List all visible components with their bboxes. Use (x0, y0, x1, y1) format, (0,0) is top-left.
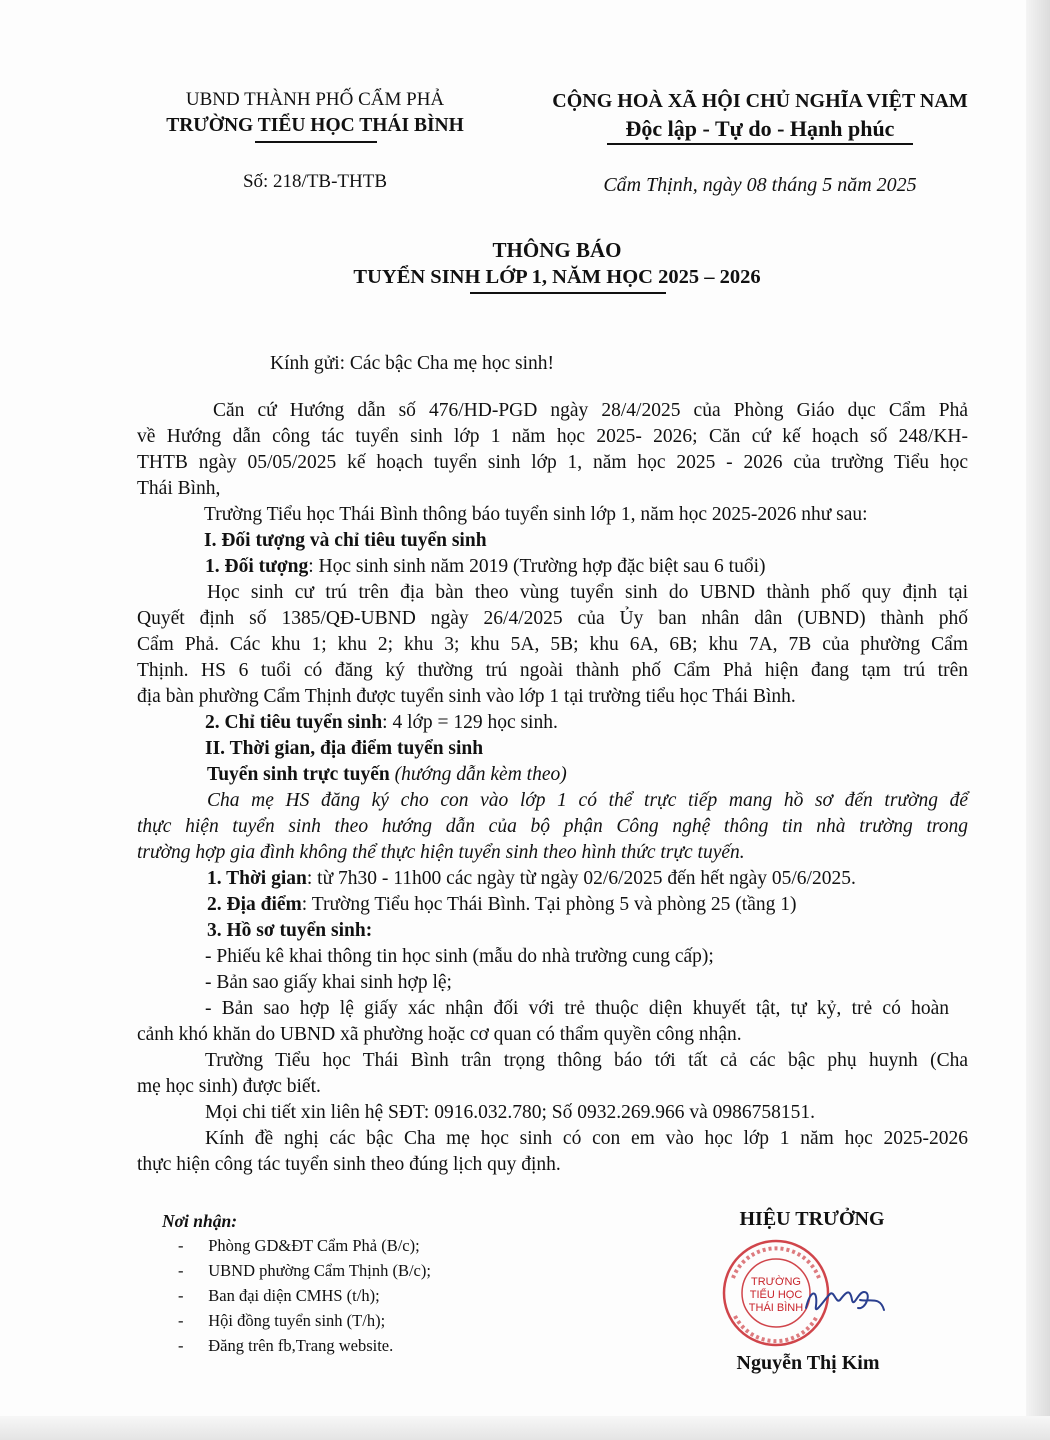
recipient-item: - Đăng trên fb,Trang website. (178, 1336, 394, 1355)
principal-name: Nguyễn Thị Kim (736, 1352, 880, 1374)
location-line (207, 894, 796, 916)
announcement-intro: Trường Tiểu học Thái Bình thông báo tuyển sinh lớp 1, năm học 2025-2026 như sau: (204, 504, 868, 525)
residence-line: Học sinh cư trú trên địa bàn theo vùng tuyển sinh do UBND thành phố quy định tại (207, 582, 968, 603)
documents-heading: 3. Hồ sơ tuyển sinh: (207, 920, 373, 941)
contact-line: Mọi chi tiết xin liên hệ SĐT: 0916.032.780; Số 0932.269.966 và 0986758151. (205, 1102, 816, 1123)
page-edge-shadow (1026, 0, 1050, 1440)
svg-text:TRƯỜNG: TRƯỜNG (751, 1276, 801, 1288)
closing-line: Trường Tiểu học Thái Bình trân trọng thông báo tới tất cả các bậc phụ huynh (Cha (205, 1050, 968, 1071)
direct-submission-line: Cha mẹ HS đăng ký cho con vào lớp 1 có thể trực tiếp mang hồ sơ đến trường để (207, 790, 968, 811)
svg-text:TIỂU HỌC: TIỂU HỌC (749, 1289, 803, 1301)
paragraph-basis-line: Căn cứ Hướng dẫn số 476/HD-PGD ngày 28/4/2025 của Phòng Giáo dục Cẩm Phả (213, 400, 968, 421)
header-left-school: TRƯỜNG TIỂU HỌC THÁI BÌNH (166, 115, 464, 136)
target-line (205, 556, 766, 578)
recipient-item: - UBND phường Cẩm Thịnh (B/c); (178, 1261, 431, 1280)
quota-label: 2. Chỉ tiêu tuyển sinh (205, 712, 383, 733)
time-text: : từ 7h30 - 11h00 các ngày từ ngày 02/6/2025 đến hết ngày 05/6/2025. (306, 868, 856, 889)
closing-line: mẹ học sinh) được biết. (137, 1076, 321, 1097)
request-line: thực hiện công tác tuyển sinh theo đúng lịch quy định. (137, 1154, 561, 1175)
paragraph-basis-line: THTB ngày 05/05/2025 kế hoạch tuyển sinh lớp 1, năm học 2025 - 2026 của trường Tiểu học (137, 452, 968, 473)
section-heading: II. Thời gian, địa điểm tuyển sinh (205, 738, 484, 759)
target-label: 1. Đối tượng (205, 556, 309, 577)
location-text: : Trường Tiểu học Thái Bình. Tại phòng 5 và phòng 25 (tầng 1) (301, 894, 797, 915)
residence-line: Thịnh. HS 6 tuổi có đăng ký thường trú ngoài thành phố Cẩm Phả hiện đang tạm trú trên (137, 660, 968, 681)
title-underline (470, 292, 666, 294)
header-left-org: UBND THÀNH PHỐ CẨM PHẢ (185, 89, 445, 110)
direct-submission-line: thực hiện tuyển sinh theo hướng dẫn của bộ phận Công nghệ thông tin nhà trường trong (137, 816, 968, 837)
recipient-item: - Ban đại diện CMHS (t/h); (178, 1286, 380, 1305)
recipient-item: - Phòng GD&ĐT Cẩm Phả (B/c); (178, 1236, 420, 1255)
quota-line (205, 712, 558, 734)
header-motto-underline (607, 143, 913, 145)
residence-line: địa bàn phường Cẩm Thịnh được tuyển sinh vào lớp 1 tại trường tiểu học Thái Bình. (137, 686, 796, 707)
page-edge-shadow (0, 1416, 1050, 1440)
document-item: cảnh khó khăn do UBND xã phường hoặc cơ quan có thẩm quyền công nhận. (137, 1024, 742, 1045)
recipients-label: Nơi nhận: (162, 1211, 238, 1231)
request-line: Kính đề nghị các bậc Cha mẹ học sinh có con em vào học lớp 1 năm học 2025-2026 (205, 1128, 968, 1149)
header-motto: Độc lập - Tự do - Hạnh phúc (625, 116, 895, 141)
notice-title: THÔNG BÁO (492, 238, 622, 262)
online-note: (hướng dẫn kèm theo) (389, 764, 567, 785)
place-date: Cẩm Thịnh, ngày 08 tháng 5 năm 2025 (603, 174, 917, 196)
document-number: Số: 218/TB-THTB (242, 171, 388, 192)
document-item: - Bản sao giấy khai sinh hợp lệ; (205, 972, 452, 993)
header-country: CỘNG HOÀ XÃ HỘI CHỦ NGHĨA VIỆT NAM (552, 90, 968, 112)
notice-subtitle: TUYỂN SINH LỚP 1, NĂM HỌC 2025 – 2026 (353, 266, 761, 288)
paragraph-basis-line: Thái Bình, (137, 478, 221, 499)
residence-line: Cẩm Phả. Các khu 1; khu 2; khu 3; khu 5A, 5B; khu 6A, 6B; khu 7A, 7B của phường Cẩm (137, 634, 968, 655)
target-text: : Học sinh sinh năm 2019 (Trường hợp đặc biệt sau 6 tuổi) (308, 556, 766, 577)
document-item: - Bản sao hợp lệ giấy xác nhận đối với trẻ thuộc diện khuyết tật, tự kỷ, trẻ có hoàn (205, 998, 949, 1019)
time-label: 1. Thời gian (207, 868, 307, 889)
header-left-underline (255, 141, 377, 143)
principal-title: HIỆU TRƯỞNG (739, 1208, 885, 1230)
quota-text: : 4 lớp = 129 học sinh. (382, 712, 558, 733)
location-label: 2. Địa điểm (207, 894, 302, 915)
svg-text:THÁI BÌNH: THÁI BÌNH (748, 1302, 804, 1314)
residence-line: Quyết định số 1385/QĐ-UBND ngày 26/4/2025 của Ủy ban nhân dân (UBND) thành phố (137, 608, 968, 629)
online-line (207, 764, 567, 786)
section-heading: I. Đối tượng và chỉ tiêu tuyển sinh (204, 530, 487, 551)
time-line (207, 868, 856, 890)
online-label: Tuyển sinh trực tuyến (207, 764, 390, 785)
greeting: Kính gửi: Các bậc Cha mẹ học sinh! (270, 353, 555, 374)
handwritten-signature (800, 1270, 890, 1330)
document-item: - Phiếu kê khai thông tin học sinh (mẫu do nhà trường cung cấp); (205, 946, 714, 967)
direct-submission-line: trường hợp gia đình không thể thực hiện tuyển sinh theo hình thức trực tuyến. (137, 842, 745, 863)
paragraph-basis-line: về Hướng dẫn công tác tuyển sinh lớp 1 năm học 2025- 2026; Căn cứ kế hoạch số 248/KH- (137, 426, 968, 447)
recipient-item: - Hội đồng tuyển sinh (T/h); (178, 1311, 386, 1330)
